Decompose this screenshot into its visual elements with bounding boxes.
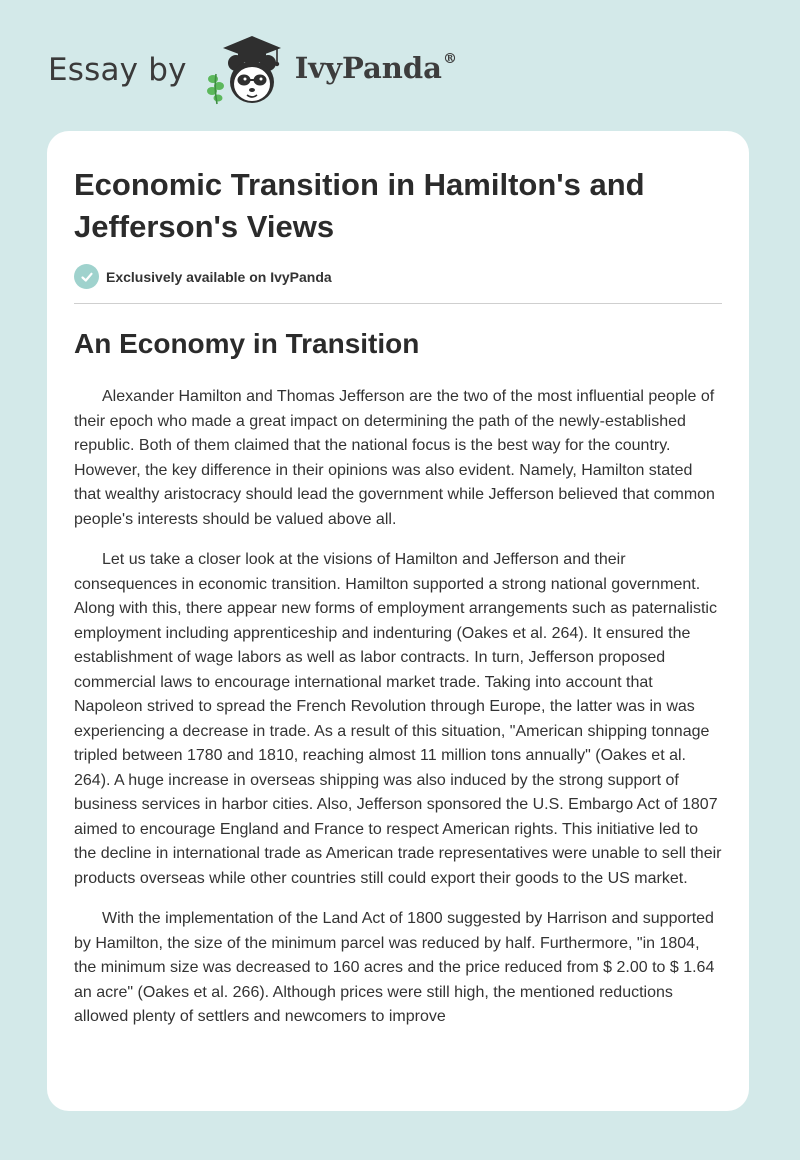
site-header xyxy=(48,30,457,110)
section-heading: An Economy in Transition xyxy=(74,328,420,359)
essay-card xyxy=(47,131,749,1111)
divider xyxy=(74,303,722,304)
essay-by-label: Essay by xyxy=(48,52,187,88)
exclusive-label: Exclusively available on IvyPanda xyxy=(106,268,332,285)
brand-name: IvyPanda® xyxy=(294,51,457,85)
paragraph: Let us take a closer look at the visions of Hamilton and Jefferson and their consequences in economic transition. Hamilton supported a strong national government. Along with this, there appear new forms of employment arrangements such as paternalistic employment including apprenticeship and indenturing (Oakes et al. 264). It ensured the establishment of wage labors as well as labor contracts. In turn, Jefferson proposed commercial laws to encourage international market trade. Taking into account that Napoleon strived to spread the French Revolution through Europe, the latter was in was experiencing a decrease in trade. As a result of this situation, "American shipping tonnage tripled between 1780 and 1810, reaching almost 11 million tons annually" (Oakes et al. 264). A huge increase in overseas shipping was also induced by the strong support of business services in harbor cities. Also, Jefferson sponsored the U.S. Embargo Act of 1807 aimed to encourage England and France to respect American rights. This initiative led to the decline in international trade as American trade representatives were unable to sell their products overseas while other countries still could export their goods to the US market. xyxy=(74,551,722,887)
essay-title: Economic Transition in Hamilton's and Jefferson's Views xyxy=(74,167,645,244)
trademark-symbol: ® xyxy=(442,51,457,68)
panda-logo-icon xyxy=(201,30,291,110)
panda-graduation-cap-logo[interactable] xyxy=(201,30,291,110)
essay-body xyxy=(74,385,722,1075)
paragraph: Alexander Hamilton and Thomas Jefferson are the two of the most influential people of their epoch who made a great impact on determining the path of the newly-established republic. Both of them claimed that the national focus is the best way for the country. However, the key difference in their opinions was also evident. Namely, Hamilton stated that wealthy aristocracy should lead the government while Jefferson believed that common people's interests should be valued above all. xyxy=(74,388,715,528)
checkmark-icon xyxy=(74,264,99,289)
paragraph: With the implementation of the Land Act of 1800 suggested by Harrison and supported by Hamilton, the size of the minimum parcel was reduced by half. Furthermore, "in 1804, the minimum size was decreased to 160 acres and the price reduced from $ 2.00 to $ 1.64 an acre" (Oakes et al. 266). Although prices were still high, the mentioned reductions allowed plenty of settlers and newcomers to improve xyxy=(74,910,715,1025)
exclusive-badge xyxy=(74,264,332,289)
